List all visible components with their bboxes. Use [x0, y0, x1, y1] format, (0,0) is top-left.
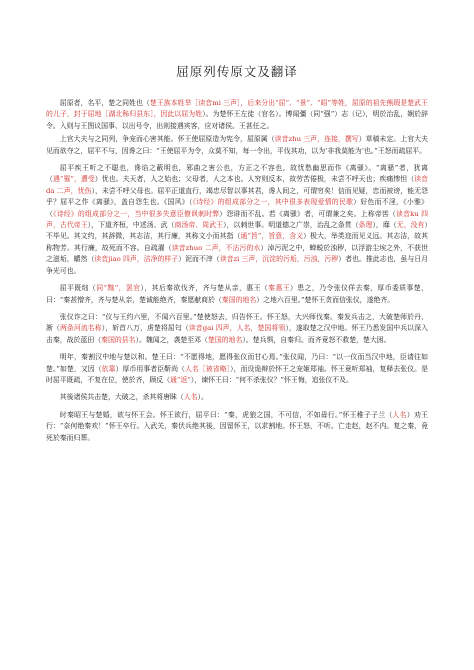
original-text: 屈原者，名平，楚之同姓也（ [59, 99, 150, 107]
annotation-text: 秦国的地名 [221, 295, 257, 304]
original-text: ）者也。推此志也，虽与日月争光可也。 [46, 255, 429, 275]
annotation-text: 秦国的县名 [101, 335, 136, 344]
annotation-text: 楚国的地名 [207, 335, 243, 344]
paragraph-6 [46, 352, 428, 386]
annotation-text: 读音gai 四声，人名，楚国将领 [188, 324, 286, 333]
annotation-text: 两条河流名称 [59, 324, 102, 333]
paragraph-3 [46, 163, 428, 277]
annotation-text: 读音zhu 三声，连接，撰写 [274, 135, 359, 144]
document-body [46, 98, 428, 444]
annotation-text: 读音zi 三声，沉淀的污垢，污浊，污秽 [219, 255, 339, 264]
original-text: ）淖污泥之中，蝉蜕於浊秽，以浮游尘埃之外，不获世之滋垢，皭然（ [46, 243, 428, 264]
paragraph-7 [46, 392, 428, 403]
original-text: 上官大夫与之同列，争宠而心害其能。怀王使屈原造为宪令，屈原属（ [59, 135, 275, 144]
annotation-text: 遇“罹”，遭受 [52, 175, 95, 184]
annotation-text: 读音jiao 四声，洁净的样子 [94, 255, 179, 264]
annotation-text: 《诗经》的组成部分之一，其中很多表现爱情的民歌 [192, 198, 354, 207]
original-text: ）好色而不淫，《小雅》（ [46, 198, 428, 218]
original-text: 其後诸侯共击楚，大破之，杀其将唐眛（ [59, 393, 184, 402]
original-text: ）。楚兵惧，自秦归。而齐竟怒不救楚，楚大困。 [242, 335, 391, 344]
original-text: ）忧也。夫天者，人之始也；父母者，人之本也。人穷则反本，故劳苦倦极，未尝不呼天也；疾痛惨怛（ [94, 175, 415, 184]
paragraph-1 [46, 98, 428, 132]
original-text: 明年，秦割汉中地与楚以和。楚王曰：“不愿得地，愿得张仪而甘心焉。”张仪闻，乃曰：“以一仪而当汉中地，臣请往如楚。”如楚，又因（ [46, 353, 428, 373]
annotation-text: 人名 [392, 410, 407, 419]
annotation-text: 通“旨”，旨意，含义 [240, 232, 304, 241]
original-text: ）患之，乃令张仪佯去秦，厚币委质事楚，曰：“秦甚憎齐，齐与楚从亲，楚诚能绝齐，秦愿献商於（ [46, 284, 429, 304]
original-text: ），遂取楚之汉中地。怀王乃悉发国中兵以深入击秦，战於蓝田（ [46, 324, 428, 344]
original-text: ），谏怀王曰：“何不杀张仪？”怀王悔，追张仪不及。 [190, 375, 353, 384]
original-text: ）不毕见。其文约，其辞微，其志洁，其行廉，其称文小而其指（ [46, 221, 428, 241]
original-text: ），斩首八万，虏楚将屈匄（ [101, 324, 189, 333]
annotation-text: 依靠 [101, 364, 116, 373]
paragraph-2 [46, 134, 428, 157]
annotation-text: 读音zhuo 二声，不沾污的水 [171, 243, 261, 252]
annotation-text: 无，没有 [396, 221, 425, 230]
annotation-text: 《诗经》的组成部分之一，当中很多失意臣僚讽刺时弊 [53, 209, 220, 218]
annotation-text: 商汤帝、周武王 [174, 221, 224, 230]
original-text: ）怨诽而不乱。若《离骚》者，可谓兼之矣。上称帝喾（ [219, 209, 396, 218]
annotation-text: 条理 [358, 221, 373, 230]
original-text: ）厚币用事者臣靳尚（ [115, 364, 185, 373]
original-text: 时秦昭王与楚婚，欲与怀王会。怀王欲行，屈平曰：“秦，虎狼之国，不可信，不如毋行。”怀王稚子子兰（ [59, 410, 393, 419]
original-text: ）。 [197, 393, 208, 402]
original-text: ）极大，举类迩而见义远。其志洁，故其称物芳。其行廉，故死而不容。自疏濯（ [46, 232, 429, 252]
original-text: 张仪诈之曰：“仪与王约六里，不闻六百里。”楚使怒去，归告怀王。怀王怒，大兴师伐秦。秦发兵击之，大破楚师於丹、淅（ [46, 312, 428, 333]
original-text: ），以刺世事。明道德之广崇，治乱之条贯（ [223, 221, 359, 230]
paragraph-5 [46, 312, 428, 346]
original-text: ），其后秦欲伐齐，齐与楚从亲，惠王（ [140, 284, 269, 293]
original-text: 屈平疾王听之不聪也，谗谄之蔽明也，邪曲之害公也，方正之不容也，故忧愁幽思而作《离骚》。“离骚”者，犹离（ [46, 164, 428, 184]
original-text: ）。为楚怀王左徒（官名）。博闻彊（同“强”）志（记），明於治乱，娴於辞令。入则与王图议国事、以出号令，出则接遇宾客，应对诸侯。王甚任之。 [46, 110, 428, 130]
page-title: 屈原列传原文及翻译 [176, 64, 298, 79]
original-text: ）之地六百里。”楚怀王贪而信张仪，遂绝齐。 [256, 295, 395, 304]
original-text: ）泥而不滓（ [178, 255, 220, 264]
paragraph-8 [46, 410, 428, 444]
annotation-text: 读音ku 四声，古代帝王 [46, 209, 429, 230]
original-text: ）草稿未定。上官大夫见而欲夺之，屈平不与，因谗之曰：“王使屈平为令，众莫不知，每一令出，平伐其功，以为‘非我莫能为’也。”王怒而疏屈平。 [46, 135, 429, 155]
paragraph-4 [46, 283, 428, 306]
original-text: 屈平既绌（ [59, 284, 97, 293]
annotation-text: 秦惠王 [268, 284, 291, 293]
annotation-text: 楚王族本姓芈［读音mi 三声］，后来分出“屈”、“景”、“昭”等姓，屈原的祖先熊瑕是楚武王的儿子，封于屈地［湖北秭归县东］，因此以屈为姓 [46, 99, 428, 119]
annotation-text: 同“黜”，罢官 [96, 284, 141, 293]
original-text: ），下道齐桓，中述汤、武（ [87, 221, 175, 230]
annotation-text: 读音da 二声，忧伤 [46, 175, 429, 195]
annotation-text: 人名 [183, 393, 198, 402]
original-text: ）劝王行：“奈何绝秦欢！”怀王卒行。入武关，秦伏兵绝其後，因留怀王，以求割地。怀王怒，不听。亡走赵，赵不内。复之秦，竟死於秦而归葬。 [46, 410, 429, 442]
annotation-text: 人名［被省略］ [185, 364, 231, 373]
annotation-text: 通“返” [170, 375, 191, 384]
original-text: ），未尝不呼父母也。屈平正道直行，竭忠尽智以事其君，谗人间之，可谓穷矣！信而见疑，忠而被谤，能无怨乎？屈平之作《离骚》，盖自怨生也。《国风》（ [46, 186, 429, 207]
original-text: ）。魏闻之，袭楚至邓（ [135, 335, 208, 344]
original-text: ），而设诡辩於怀王之宠姬郑袖。怀王竟听郑袖，复释去张仪。是时屈平既疏，不复在位，使於齐，顾反（ [46, 364, 428, 384]
original-text: ），靡（ [372, 221, 397, 230]
